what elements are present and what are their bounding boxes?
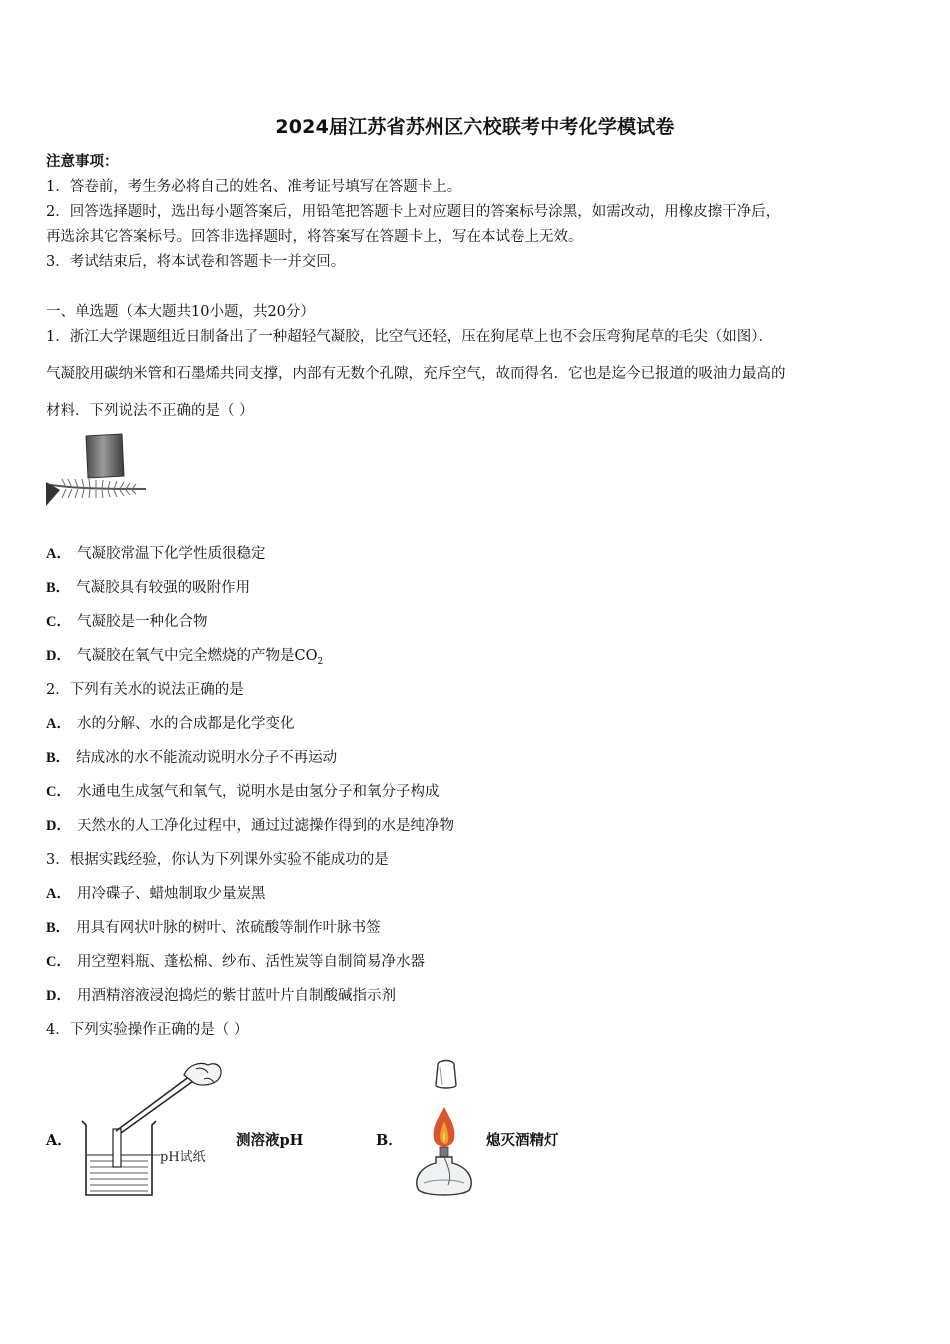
option-text: 气凝胶常温下化学性质很稳定 (76, 546, 266, 562)
q3-option-c (46, 952, 425, 972)
aerogel-on-grass-figure (46, 432, 150, 512)
option-label: A． (46, 886, 71, 902)
q1-option-c (46, 612, 207, 632)
option-label: B． (46, 920, 71, 936)
notice-heading: 注意事项： (46, 153, 119, 170)
page-title: 2024届江苏省苏州区六校联考中考化学模试卷 (275, 116, 675, 138)
option-text: 用冷碟子、蜡烛制取少量炭黑 (76, 886, 266, 902)
question-4-stem: 4．下列实验操作正确的是（ ） (46, 1022, 249, 1038)
q2-option-a (46, 714, 294, 734)
option-text: 气凝胶是一种化合物 (76, 614, 208, 630)
option-label: A． (46, 546, 71, 562)
q4-option-b-caption: 熄灭酒精灯 (486, 1132, 559, 1149)
alcohol-lamp-figure (408, 1055, 480, 1200)
option-label: D． (46, 988, 71, 1004)
q1-option-d (46, 646, 323, 672)
option-text: 气凝胶具有较强的吸附作用 (76, 580, 251, 596)
ph-paper-label: pH试纸 (160, 1150, 206, 1165)
option-text: 水的分解、水的合成都是化学变化 (76, 716, 295, 732)
notice-item: 3．考试结束后，将本试卷和答题卡一并交回。 (46, 254, 346, 270)
option-label: C． (46, 614, 71, 630)
q1-option-b (46, 578, 250, 598)
question-2-stem: 2．下列有关水的说法正确的是 (46, 682, 244, 698)
question-1-stem-line: 材料．下列说法不正确的是（ ） (46, 403, 254, 419)
option-text: 用空塑料瓶、蓬松棉、纱布、活性炭等自制简易净水器 (76, 954, 425, 970)
section-heading: 一、单选题（本大题共10小题，共20分） (46, 304, 315, 320)
q1-option-a (46, 544, 265, 564)
option-label: B． (46, 580, 71, 596)
subscript: 2 (317, 656, 324, 667)
option-text: 用酒精溶液浸泡捣烂的紫甘蓝叶片自制酸碱指示剂 (76, 988, 396, 1004)
q3-option-a (46, 884, 265, 904)
option-text: 结成冰的水不能流动说明水分子不再运动 (76, 750, 338, 766)
option-label: D． (46, 818, 71, 834)
q4-option-a-label: A． (46, 1132, 72, 1149)
option-label: D． (46, 648, 71, 664)
notice-item: 再选涂其它答案标号。回答非选择题时，将答案写在答题卡上，写在本试卷上无效。 (46, 229, 583, 245)
option-text: 水通电生成氢气和氧气，说明水是由氢分子和氧分子构成 (76, 784, 440, 800)
q2-option-b (46, 748, 337, 768)
question-1-stem-line: 1．浙江大学课题组近日制备出了一种超轻气凝胶，比空气还轻，压在狗尾草上也不会压弯狗尾草的毛尖（如图）． (46, 329, 773, 345)
option-label: C． (46, 784, 71, 800)
question-1-stem-line: 气凝胶用碳纳米管和石墨烯共同支撑，内部有无数个孔隙，充斥空气，故而得名．它也是迄今已报道的吸油力最高的 (46, 366, 786, 382)
q4-option-a-caption: 测溶液pH (236, 1132, 304, 1149)
q4-option-b-label: B． (376, 1132, 403, 1149)
ph-test-figure (76, 1055, 226, 1200)
q3-option-b (46, 918, 381, 938)
option-label: B． (46, 750, 71, 766)
option-label: A． (46, 716, 71, 732)
q2-option-c (46, 782, 439, 802)
option-text: 天然水的人工净化过程中，通过过滤操作得到的水是纯净物 (76, 818, 454, 834)
q3-option-d (46, 986, 396, 1006)
notice-item: 2．回答选择题时，选出每小题答案后，用铅笔把答题卡上对应题目的答案标号涂黑，如需改动，用橡皮擦干净后， (46, 204, 781, 220)
question-3-stem: 3．根据实践经验，你认为下列课外实验不能成功的是 (46, 852, 389, 868)
option-label: C． (46, 954, 71, 970)
notice-item: 1．答卷前，考生务必将自己的姓名、准考证号填写在答题卡上。 (46, 179, 462, 195)
q2-option-d (46, 816, 454, 836)
option-text: 气凝胶在氧气中完全燃烧的产物是CO (76, 648, 318, 664)
option-text: 用具有网状叶脉的树叶、浓硫酸等制作叶脉书签 (76, 920, 381, 936)
